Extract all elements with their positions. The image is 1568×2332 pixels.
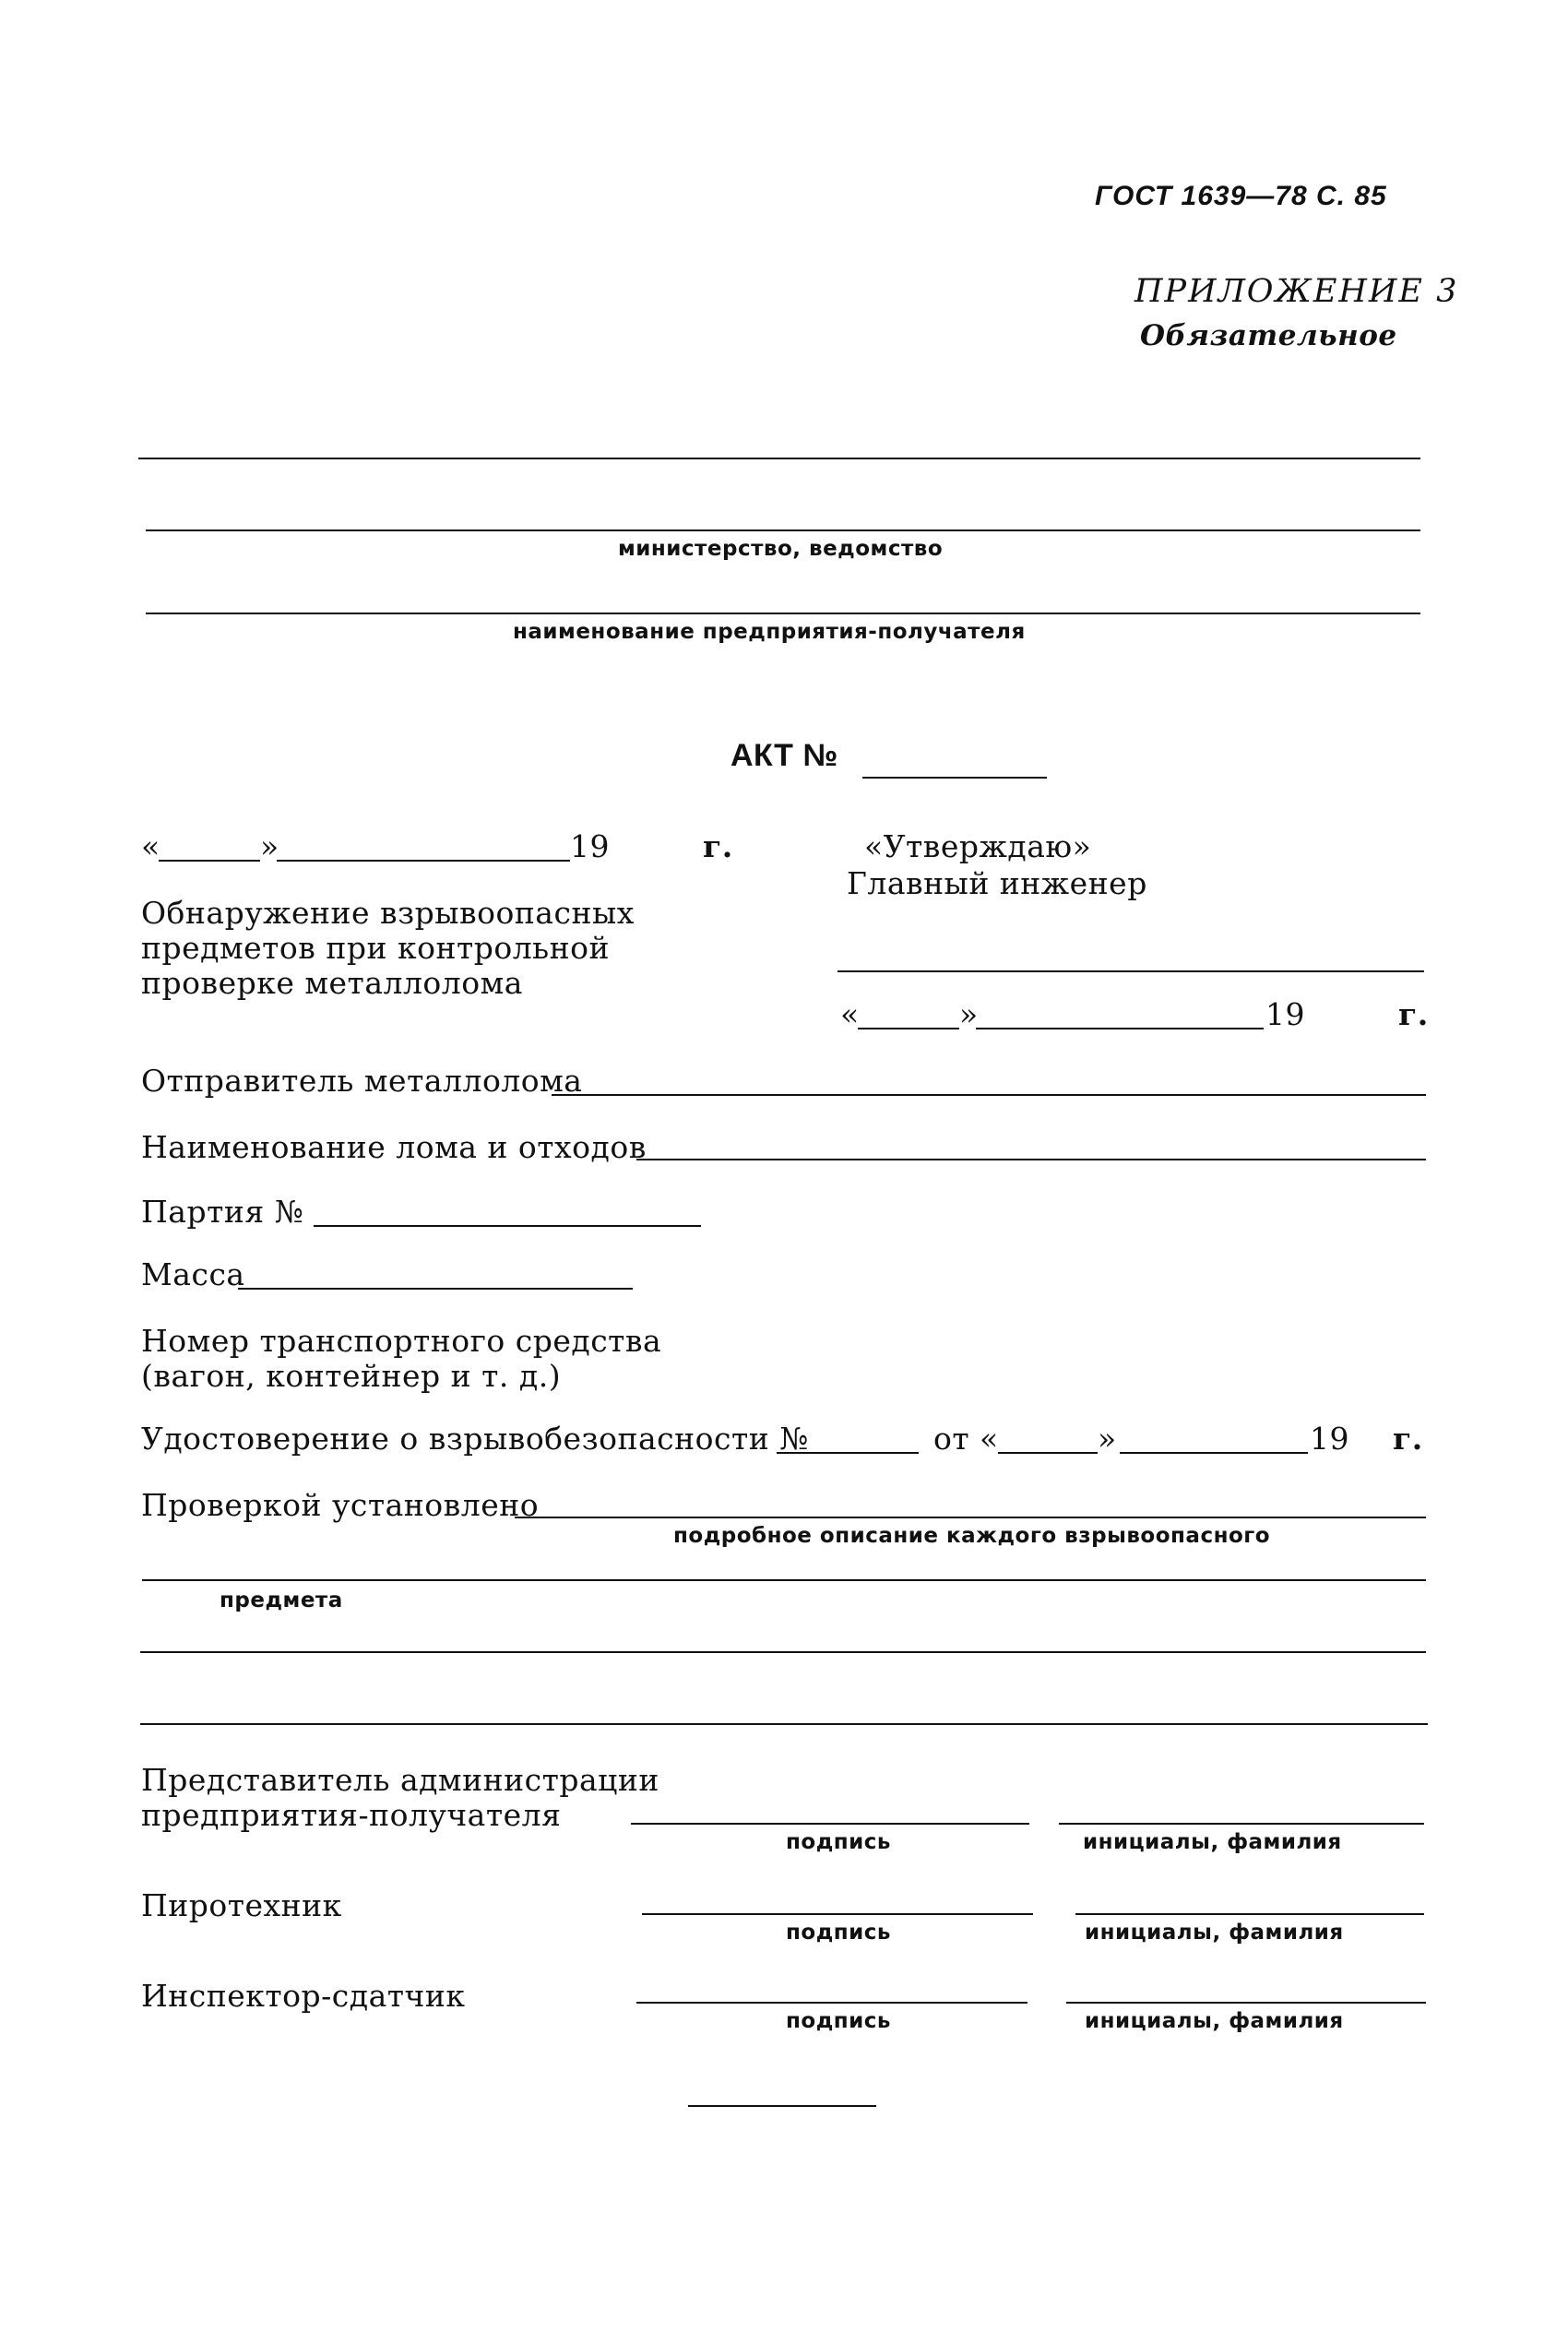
approval-year-prefix: 19	[1265, 996, 1305, 1032]
signature-3-sign-line[interactable]	[636, 2002, 1028, 2004]
signature-role-1-line-1: Представитель администрации	[141, 1762, 659, 1798]
appendix-title: ПРИЛОЖЕНИЕ 3	[1134, 273, 1459, 310]
signature-3-sign-caption: подпись	[786, 2009, 891, 2033]
approval-close-quote: »	[959, 996, 979, 1032]
standard-header: ГОСТ 1639—78 С. 85	[1095, 181, 1387, 211]
description-line-3: проверке металлолома	[141, 965, 523, 1001]
signature-3-name-caption: инициалы, фамилия	[1085, 2009, 1344, 2033]
certificate-open-quote: «	[980, 1421, 999, 1457]
date-left-day-line[interactable]	[159, 860, 260, 862]
signature-1-sign-caption: подпись	[786, 1830, 891, 1854]
form-top-line	[138, 458, 1420, 459]
certificate-year-suffix: г.	[1393, 1421, 1423, 1457]
enterprise-caption: наименование предприятия-получателя	[513, 620, 1026, 644]
approval-signature-line[interactable]	[837, 970, 1424, 972]
signature-2-name-caption: инициалы, фамилия	[1085, 1921, 1344, 1945]
certificate-day-line[interactable]	[998, 1452, 1098, 1454]
approval-position: Главный инженер	[847, 865, 1147, 901]
batch-line[interactable]	[314, 1225, 701, 1227]
mass-label: Масса	[141, 1256, 245, 1292]
description-line-1: Обнаружение взрывоопасных	[141, 895, 635, 931]
inspection-line-2[interactable]	[142, 1579, 1426, 1581]
scrap-name-label: Наименование лома и отходов	[141, 1129, 647, 1165]
approval-day-line[interactable]	[858, 1028, 959, 1029]
inspection-line-4[interactable]	[140, 1723, 1428, 1725]
signature-2-sign-line[interactable]	[642, 1913, 1033, 1915]
ministry-caption: министерство, ведомство	[618, 537, 944, 561]
appendix-status: Обязательное	[1140, 319, 1397, 352]
inspection-caption-2: предмета	[220, 1588, 343, 1612]
signature-1-name-caption: инициалы, фамилия	[1083, 1830, 1342, 1854]
description-line-2: предметов при контрольной	[141, 930, 610, 966]
certificate-close-quote: »	[1098, 1421, 1117, 1457]
approval-month-line[interactable]	[976, 1028, 1264, 1029]
date-left-open-quote: «	[141, 828, 160, 864]
sender-line[interactable]	[552, 1094, 1426, 1096]
sender-label: Отправитель металлолома	[141, 1063, 583, 1099]
enterprise-line[interactable]	[146, 613, 1420, 614]
vehicle-label-line-1: Номер транспортного средства	[141, 1323, 662, 1359]
signature-2-sign-caption: подпись	[786, 1921, 891, 1945]
vehicle-label-line-2: (вагон, контейнер и т. д.)	[141, 1358, 562, 1394]
approval-year-suffix: г.	[1398, 996, 1429, 1032]
inspection-label: Проверкой установлено	[141, 1487, 540, 1523]
signature-3-name-line[interactable]	[1066, 2002, 1426, 2004]
signature-1-name-line[interactable]	[1059, 1823, 1424, 1825]
certificate-number-line[interactable]	[777, 1452, 919, 1454]
signature-role-2: Пиротехник	[141, 1887, 342, 1923]
signature-2-name-line[interactable]	[1075, 1913, 1424, 1915]
ministry-line[interactable]	[146, 529, 1420, 531]
signature-role-3: Инспектор-сдатчик	[141, 1978, 466, 2014]
date-left-year-prefix: 19	[570, 828, 610, 864]
inspection-caption-1: подробное описание каждого взрывоопасного	[673, 1524, 1271, 1548]
signature-role-1-line-2: предприятия-получателя	[141, 1797, 562, 1833]
approval-open-quote: «	[840, 996, 860, 1032]
batch-label: Партия №	[141, 1194, 304, 1230]
scrap-name-line[interactable]	[636, 1159, 1426, 1160]
act-title: АКТ №	[731, 738, 838, 773]
signature-1-sign-line[interactable]	[631, 1823, 1029, 1825]
date-left-month-line[interactable]	[277, 860, 570, 862]
end-of-form-rule	[688, 2105, 876, 2107]
act-number-line[interactable]	[862, 777, 1047, 779]
inspection-line-1[interactable]	[515, 1517, 1426, 1518]
approval-title: «Утверждаю»	[864, 828, 1092, 864]
date-left-year-suffix: г.	[703, 828, 733, 864]
certificate-label: Удостоверение о взрывобезопасности №	[141, 1421, 809, 1457]
certificate-month-line[interactable]	[1120, 1452, 1308, 1454]
date-left-close-quote: »	[260, 828, 279, 864]
mass-line[interactable]	[238, 1288, 633, 1290]
inspection-line-3[interactable]	[140, 1651, 1426, 1653]
certificate-year-prefix: 19	[1310, 1421, 1349, 1457]
certificate-from-label: от	[933, 1421, 970, 1457]
